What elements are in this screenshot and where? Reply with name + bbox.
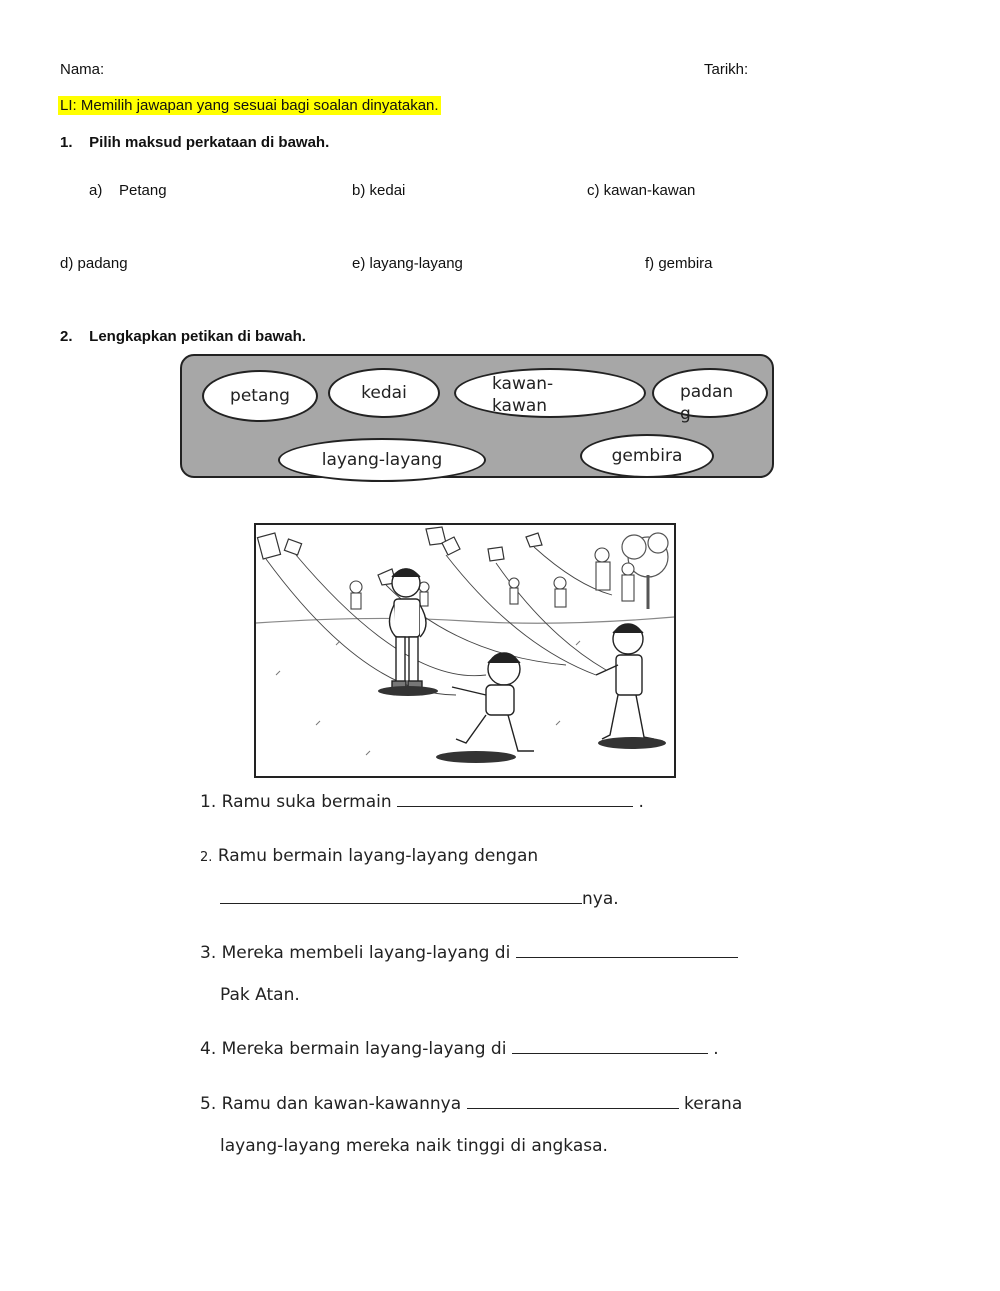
word-kedai: kedai [328,368,440,418]
q4-text: Mereka bermain layang-layang di [221,1039,507,1059]
q3-number: 3. [200,943,217,963]
q2-answer-blank[interactable] [220,889,582,904]
q1-answer-blank[interactable] [397,792,633,807]
word-padang-line1: padan [680,381,734,402]
kite-flying-illustration [254,523,676,778]
nama-label: Nama: [60,61,105,78]
kite-scene-drawing [256,525,674,776]
option-e: e) layang-layang [352,255,463,272]
tarikh-label: Tarikh: [704,61,749,78]
q2-text: Ramu bermain layang-layang dengan [217,846,539,866]
word-gembira: gembira [580,434,714,478]
q2-end: nya. [582,889,619,909]
option-f: f) gembira [645,255,713,272]
q1-number: 1. [200,792,217,812]
q3-continuation: Pak Atan. [220,985,300,1005]
word-kawan-kawan [454,368,646,418]
q4-number: 4. [200,1039,217,1059]
option-d: d) padang [60,255,128,272]
boy-running-icon [436,653,534,763]
option-c: c) kawan-kawan [587,182,696,199]
word-bank [180,354,774,478]
q1-end: . [638,792,644,812]
q5-answer-blank[interactable] [467,1094,679,1109]
question-2-cont [220,889,619,909]
q3-answer-blank[interactable] [516,943,738,958]
learning-objective [58,97,441,114]
word-padang-line2: g [680,404,691,424]
question-1 [200,792,644,812]
q5-number: 5. [200,1094,217,1114]
word-kawan-line1: kawan- [492,373,554,394]
boy-right-icon [596,624,666,749]
question-3 [200,943,738,963]
q1-text: Ramu suka bermain [221,792,392,812]
word-petang: petang [202,370,318,422]
section2-title: 2. Lengkapkan petikan di bawah. [60,328,306,345]
q2-number: 2. [200,850,213,865]
word-layang-layang: layang-layang [278,438,486,482]
q5-text: Ramu dan kawan-kawannya [221,1094,462,1114]
q4-end: . [713,1039,719,1059]
q3-text: Mereka membeli layang-layang di [221,943,511,963]
word-kawan-line2: kawan [492,396,548,416]
question-5 [200,1094,742,1114]
word-padang [652,368,768,424]
q5-continuation: layang-layang mereka naik tinggi di angkasa. [220,1136,608,1156]
q5-end: kerana [683,1094,743,1114]
question-2 [200,846,538,866]
q4-answer-blank[interactable] [512,1039,708,1054]
option-a: a) Petang [89,182,167,199]
question-4 [200,1039,719,1059]
section1-title: 1. Pilih maksud perkataan di bawah. [60,134,330,151]
option-b: b) kedai [352,182,406,199]
learning-objective-text: LI: Memilih jawapan yang sesuai bagi soalan dinyatakan. [60,97,439,114]
